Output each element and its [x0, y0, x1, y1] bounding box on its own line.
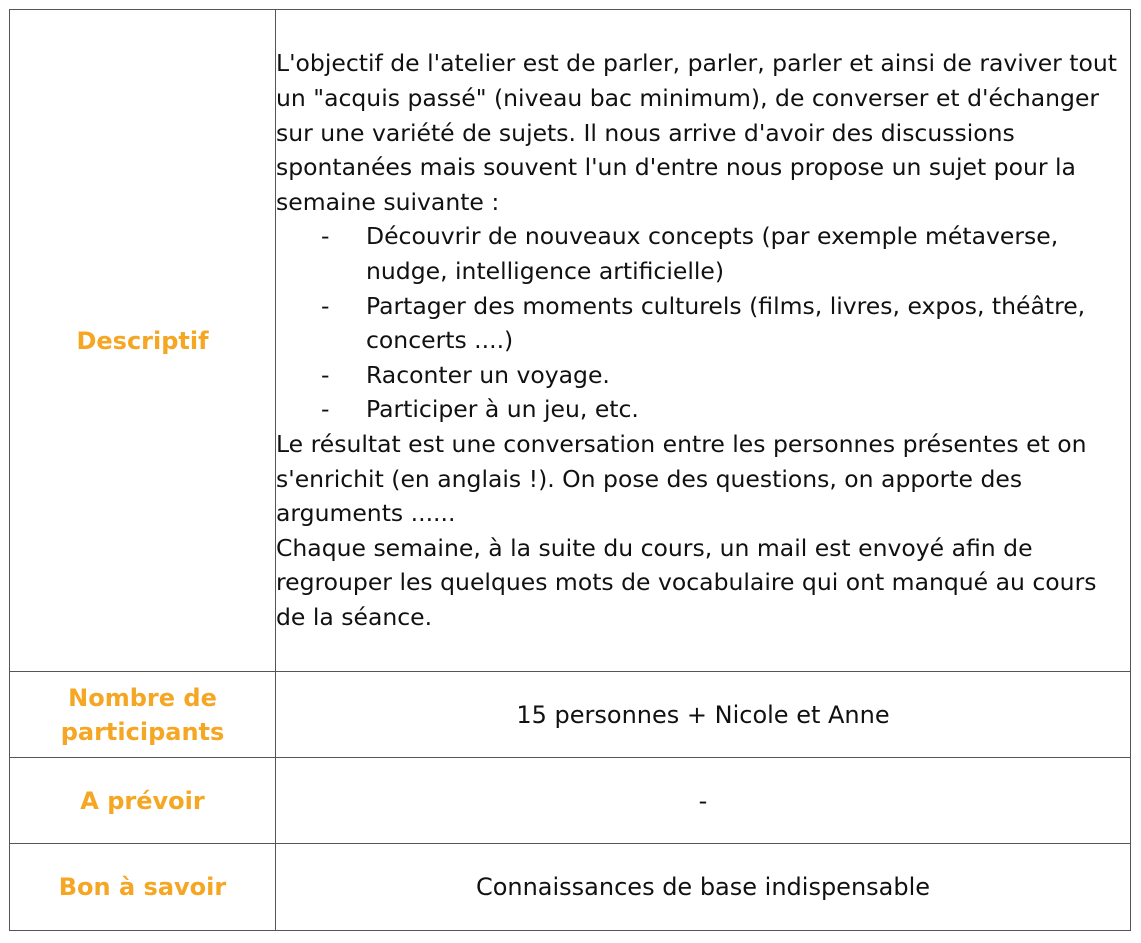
list-item [276, 392, 1130, 427]
desc-result: Le résultat est une conversation entre les personnes présentes et on s'enrichit (en anglais !). On pose des questions, on apporte des arguments ...... [276, 429, 1087, 528]
list-item-text: Découvrir de nouveaux concepts (par exemple métaverse, nudge, intelligence artificielle) [366, 222, 1059, 286]
label-bon-a-savoir: Bon à savoir [10, 844, 276, 931]
bullet-dash: - [321, 291, 330, 320]
list-item-text: Partager des moments culturels (films, livres, expos, théâtre, concerts ....) [366, 291, 1086, 355]
desc-intro: L'objectif de l'atelier est de parler, parler, parler et ainsi de raviver tout un "acquis passé" (niveau bac minimum), de converser et d'échanger sur une variété de sujets. Il nous arrive d'avoir des discussions spontanées mais souvent l'un d'entre nous propose un sujet pour la semaine suivante : [276, 49, 1118, 216]
bullet-dash: - [321, 395, 330, 424]
value-bon-a-savoir: Connaissances de base indispensable [276, 844, 1131, 931]
list-item [276, 219, 1130, 288]
label-nombre-participants: Nombre de participants [10, 672, 276, 758]
list-item-text: Participer à un jeu, etc. [366, 395, 639, 424]
info-table [9, 9, 1131, 931]
list-item [276, 358, 1130, 393]
value-descriptif [276, 10, 1131, 672]
row-descriptif [10, 10, 1131, 672]
value-a-prevoir: - [276, 758, 1131, 844]
row-bon-a-savoir [10, 844, 1131, 931]
row-a-prevoir [10, 758, 1131, 844]
topic-list [276, 219, 1130, 427]
list-item-text: Raconter un voyage. [366, 360, 610, 389]
value-nombre-participants: 15 personnes + Nicole et Anne [276, 672, 1131, 758]
bullet-dash: - [321, 222, 330, 251]
desc-weekly: Chaque semaine, à la suite du cours, un mail est envoyé afin de regrouper les quelques mots de vocabulaire qui ont manqué au cours de la séance. [276, 533, 1097, 631]
label-descriptif: Descriptif [10, 10, 276, 672]
label-a-prevoir: A prévoir [10, 758, 276, 844]
row-nombre-participants [10, 672, 1131, 758]
list-item [276, 289, 1130, 358]
bullet-dash: - [321, 360, 330, 389]
